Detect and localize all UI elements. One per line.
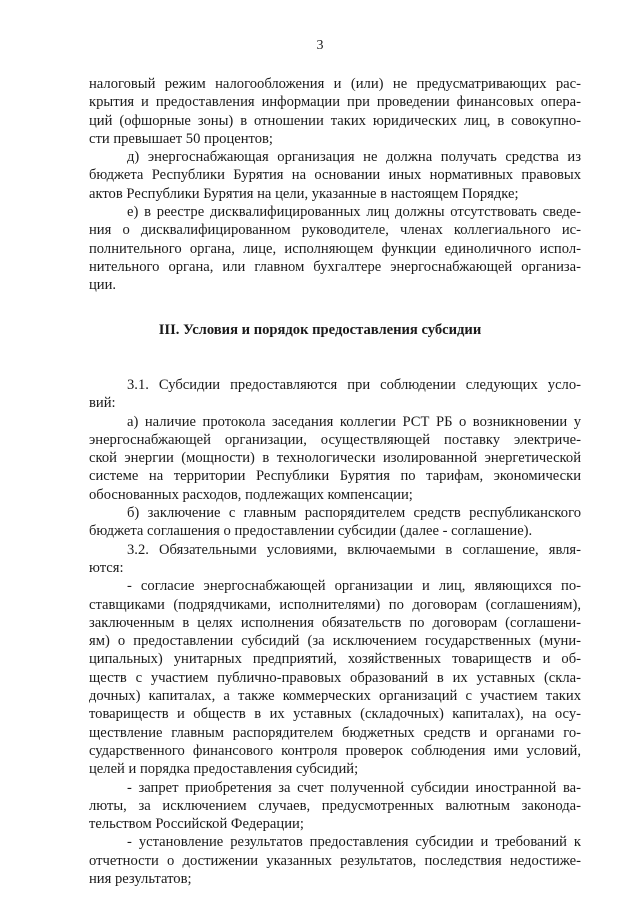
- text-line: полнительного органа, лице, исполняющем функции единоличного испол-: [89, 240, 581, 257]
- text-line: д) энергоснабжающая организация не должна получать средства из: [127, 149, 581, 166]
- text-line: е) в реестре дисквалифицированных лиц должны отсутствовать сведе-: [127, 204, 581, 221]
- text-line: обоснованных расходов, подлежащих компенсации;: [89, 486, 413, 503]
- page-number: 3: [316, 38, 324, 53]
- text-line: ций (офшорные зоны) в отношении таких юридических лиц, в совокупно-: [89, 112, 581, 129]
- text-line: ществление главным распорядителем бюджетных средств и органами го-: [89, 724, 581, 741]
- text-line: крытия и предоставления информации при проведении финансовых опера-: [89, 94, 581, 111]
- text-line: ципальных) унитарных предприятий, хозяйственных товариществ и об-: [89, 651, 581, 668]
- text-line: бюджета соглашения о предоставлении субсидии (далее - соглашение).: [89, 523, 533, 540]
- text-line: 3.2. Обязательными условиями, включаемыми в соглашение, явля-: [127, 541, 581, 558]
- text-line: дочных) капиталах, а также коммерческих организаций с участием таких: [89, 688, 581, 705]
- text-line: ции.: [89, 277, 117, 294]
- text-line: - установление результатов предоставления субсидии и требований к: [127, 834, 581, 851]
- text-line: а) наличие протокола заседания коллегии РСТ РБ о возникновении у: [127, 413, 581, 430]
- text-line: б) заключение с главным распорядителем средств республиканского: [127, 505, 581, 522]
- text-block-top: [89, 75, 581, 295]
- text-line: налоговый режим налогообложения и (или) не предусматривающих рас-: [89, 76, 581, 92]
- text-line: - согласие энергоснабжающей организации и лиц, являющихся по-: [127, 578, 581, 595]
- text-line: актов Республики Бурятия на цели, указанные в настоящем Порядке;: [89, 185, 519, 202]
- text-line: отчетности о достижении указанных результатов, последствия недостиже-: [89, 852, 581, 869]
- text-line: сти превышает 50 процентов;: [89, 130, 273, 147]
- text-line: тельством Российской Федерации;: [89, 816, 304, 833]
- text-block-main: [89, 376, 581, 888]
- text-line: бюджета Республики Бурятия на основании иных нормативных правовых: [89, 167, 581, 184]
- text-line: товариществ и обществ в их уставных (складочных) капиталах), на осу-: [89, 706, 581, 723]
- text-line: ществ с участием публично-правовых образований в их уставных (скла-: [89, 669, 581, 686]
- text-line: - запрет приобретения за счет полученной субсидии иностранной ва-: [127, 779, 581, 796]
- text-line: сударственного финансового контроля проверок соблюдения ими условий,: [89, 742, 581, 759]
- text-line: вий:: [89, 395, 116, 412]
- text-line: ставщиками (подрядчиками, исполнителями) по договорам (соглашениям),: [89, 596, 581, 613]
- text-line: 3.1. Субсидии предоставляются при соблюдении следующих усло-: [127, 377, 581, 393]
- section-heading: III. Условия и порядок предоставления субсидии: [158, 322, 482, 338]
- text-line: нительного органа, или главном бухгалтере энергоснабжающей организа-: [89, 258, 581, 275]
- text-line: ния результатов;: [89, 871, 192, 888]
- text-line: заключенным в целях исполнения обязательств по договорам (соглашени-: [89, 614, 581, 631]
- text-line: ям) о предоставлении субсидий (за исключением государственных (муни-: [89, 633, 581, 650]
- text-line: ются:: [89, 559, 124, 576]
- text-line: системе на территории Республики Бурятия по тарифам, экономически: [89, 468, 581, 485]
- text-line: энергоснабжающей организации, осуществляющей поставку электриче-: [89, 431, 581, 448]
- text-line: ния о дисквалифицированном руководителе, членах коллегиального ис-: [89, 222, 581, 239]
- text-line: люты, за исключением случаев, предусмотренных валютным законода-: [89, 797, 581, 814]
- text-line: целей и порядка предоставления субсидий;: [89, 761, 359, 778]
- text-line: ской энергии (мощности) в технологически изолированной энергетической: [89, 450, 581, 467]
